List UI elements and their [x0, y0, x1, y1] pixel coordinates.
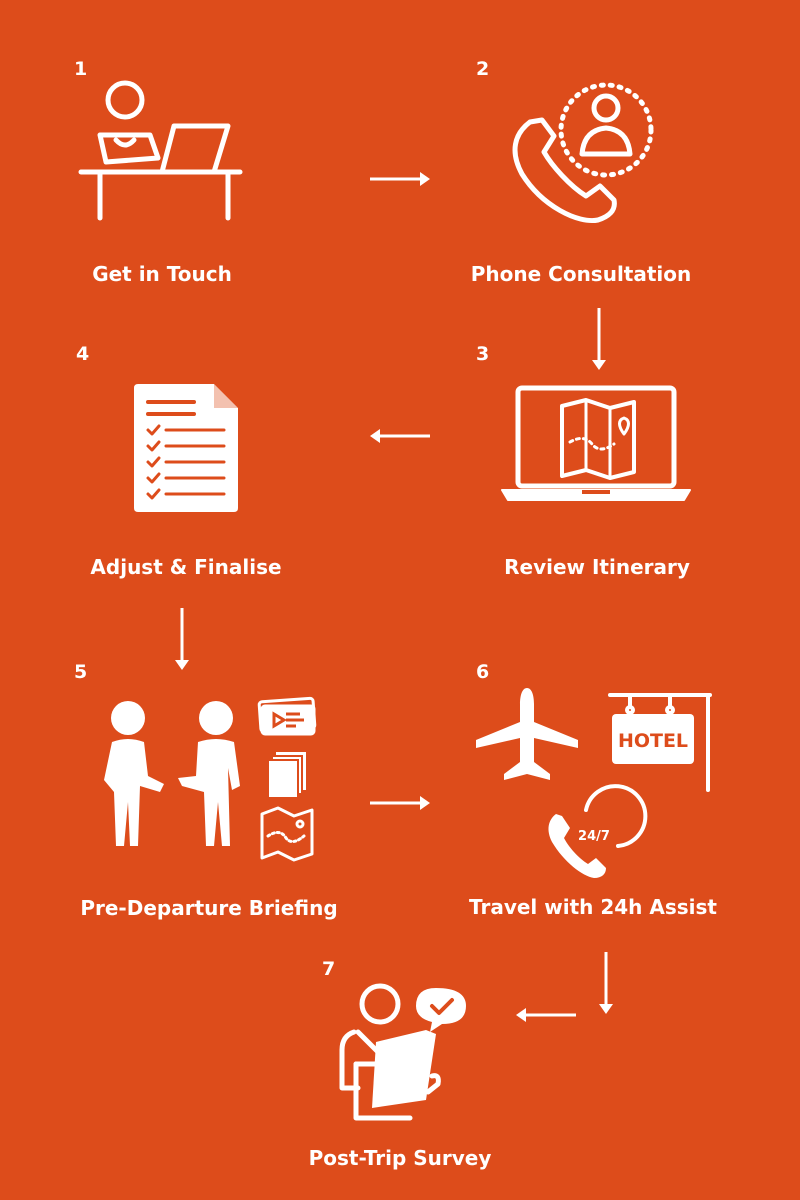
- step-7-label: Post-Trip Survey: [308, 1146, 492, 1170]
- step-1-label: Get in Touch: [92, 262, 232, 286]
- person-tablet-check-icon: [332, 984, 468, 1124]
- step-5-number: 5: [74, 661, 88, 683]
- step-3-label: Review Itinerary: [504, 555, 690, 579]
- airplane-icon: [474, 688, 580, 790]
- arrow-1-to-2: [370, 170, 432, 188]
- step-4-number: 4: [76, 343, 90, 365]
- step-2-label: Phone Consultation: [470, 262, 692, 286]
- step-3-number: 3: [476, 343, 490, 365]
- phone-24-7-icon: [546, 806, 626, 882]
- step-1-number: 1: [74, 58, 88, 80]
- step-4-label: Adjust & Finalise: [90, 555, 282, 579]
- step-7-number: 7: [322, 958, 336, 980]
- handshake-documents-icon: [100, 696, 320, 860]
- hotel-sign-text: HOTEL: [617, 730, 689, 752]
- step-2-number: 2: [476, 58, 490, 80]
- arrow-6-down: [597, 952, 615, 1016]
- arrow-6-to-7: [514, 1006, 576, 1024]
- arrow-3-to-4: [368, 427, 430, 445]
- arrow-4-to-5: [173, 608, 191, 672]
- laptop-map-icon: [500, 384, 692, 504]
- assist-badge-text: 24/7: [578, 829, 610, 844]
- step-6-number: 6: [476, 661, 490, 683]
- hotel-sign-icon: [608, 692, 712, 792]
- step-5-label: Pre-Departure Briefing: [80, 896, 338, 920]
- arrow-5-to-6: [370, 794, 432, 812]
- phone-with-contact-icon: [508, 82, 658, 227]
- step-6-label: Travel with 24h Assist: [469, 895, 717, 919]
- arrow-2-to-3: [590, 308, 608, 372]
- checklist-document-icon: [134, 384, 240, 512]
- person-at-laptop-desk-icon: [78, 80, 248, 230]
